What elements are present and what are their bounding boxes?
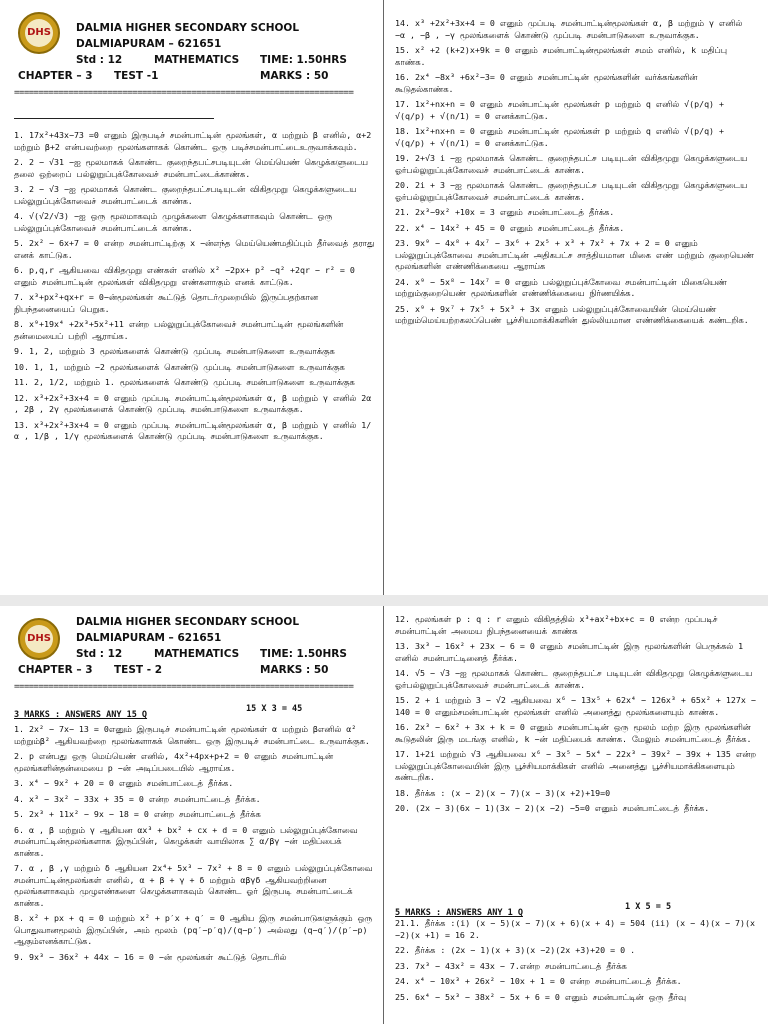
chapter-label: CHAPTER – 3 (18, 70, 93, 82)
std-label: Std : 12 (76, 54, 123, 66)
question-item: 25. 6x⁴ − 5x³ − 38x² − 5x + 6 = 0 எனும் சமன்பாட்டின் ஒரு தீர்வு (395, 991, 686, 1002)
marks-label: MARKS : 50 (260, 664, 329, 676)
question-item: 5. 2x³ + 11x² − 9x − 18 = 0 என்ற சமன்பாட்டைத் தீர்க்க (14, 809, 261, 819)
question-item: 17. 1+2i மற்றும் √3 ஆகியவை x⁶ − 3x⁵ − 5x⁴ − 22x³ − 39x² − 39x + 135 என்ற பல்லுறுப்புக்கோவையின் இரு பூச்சியமாக்கிகள் எனில் அனைத்து பூச்சியமாக்கிகளையும் கண்டறிக. (395, 749, 757, 782)
question-item: 24. x⁴ − 10x³ + 26x² − 10x + 1 = 0 என்ற சமன்பாட்டைத் தீர்க்க. (395, 976, 682, 986)
question-item: 22. x⁴ − 14x² + 45 = 0 எனும் சமன்பாட்டைத் தீர்க்க. (395, 222, 625, 233)
std-label: Std : 12 (76, 648, 123, 660)
question-item: 20. 2i + 3 −ஐ மூலமாகக் கொண்ட குறைந்தபட்ச படியுடன் விகிதமுறு கெழுக்களுடைய ஓர்பல்லுறுப்புக்கோவைச் சமன்பாட்டைக் காண்க. (395, 180, 748, 202)
time-label: TIME: 1.50HRS (260, 54, 347, 66)
school-place: DALMIAPURAM – 621651 (76, 632, 222, 644)
question-item: 4. x³ − 3x² − 33x + 35 = 0 என்ற சமன்பாட்டைத் தீர்க்க. (14, 793, 261, 804)
question-item: 1. 2x² − 7x− 13 = 0எனும் இருபடிச் சமன்பாட்டின் மூலங்கள் α மற்றும் βஎனில் α² மற்றும்β² ஆகியவற்றை மூலங்களாகக் கொண்ட ஒரு இருபடிச் சமன்பாட்டை உருவாக்குக. (14, 724, 370, 746)
question-item: 1. 17x²+43x−73 =0 எனும் இருபடிச் சமன்பாட்டின் மூலங்கள், α மற்றும் β எனில், α+2 மற்றும் β+2 என்பவற்றை மூலங்களாகக் கொண்ட ஒரு படிச்சமன்பாட்டைஉருவாக்கவும். (14, 130, 372, 152)
question-item: 6. p,q,r ஆகியவை விகிதமுறு எண்கள் எனில் x² −2px+ p² −q² +2qr − r² = 0 எனும் சமன்பாட்டின் மூலங்கள் விகிதமுறு எண்களாகும் எனக் காட்டுக. (14, 265, 355, 287)
question-item: 9. 9x³ − 36x² + 44x − 16 = 0 −ன் மூலங்கள் கூட்டுத் தொடரில் (14, 951, 287, 962)
test1-right-questions (395, 18, 757, 331)
test2-left-questions (14, 724, 376, 967)
question-item: 16. 2x³ − 6x² + 3x + k = 0 எனும் சமன்பாட்டின் ஒரு மூலம் மற்ற இரு மூலங்களின் கூடுதலின் இரு மடங்கு எனில், k −ன் மதிப்பைக் காண்க. மேலும் சமன்பாட்டைத் தீர்க்க. (395, 722, 752, 744)
question-item: 8. x⁹+19x⁴ +2x³+5x²+11 என்ற பல்லுறுப்புக்கோவைச் சமன்பாட்டின் மூலங்களின் தன்மையைப் பற்றி ஆராய்க. (14, 319, 344, 341)
question-item: 19. 2+√3 i −ஐ மூலமாகக் கொண்ட குறைந்தபட்ச படியுடன் விகிதமுறு கெழுக்களுடைய ஓர்பல்லுறுப்புக்கோவைச் சமன்பாட்டைக் காண்க. (395, 153, 748, 175)
question-item: 22. தீர்க்க : (2x − 1)(x + 3)(x −2)(2x +3)+20 = 0 . (395, 945, 636, 955)
test1-left-questions (14, 130, 376, 447)
section-heading-row (14, 704, 376, 722)
test2-right-questions-2 (395, 918, 757, 1007)
question-item: 25. x⁹ + 9x⁷ + 7x⁵ + 5x³ + 3x எனும் பல்லுறுப்புக்கோவையின் மெய்யெண் மற்றும்மெய்யற்றகலப்பெண் பூச்சியமாக்கிகளின் துல்லியமான எண்ணிக்கையைக் கண்டறிக. (395, 303, 749, 325)
question-item: 8. x² + px + q = 0 மற்றும் x² + p′x + q′ = 0 ஆகிய இரு சமன்பாடுகளுக்கும் ஒரு பொதுவானமூலம் இருப்பின், அம் மூலம் (pq′−p′q)/(q−p′) அல்லது (q−q′)/(p′−p) ஆகும்எனக்காட்டுக. (14, 913, 373, 946)
underline-rule (14, 118, 214, 119)
school-name: DALMIA HIGHER SECONDARY SCHOOL (76, 616, 300, 628)
column-divider (383, 606, 384, 1024)
question-item: 14. √5 − √3 −ஐ மூலமாகக் கொண்ட குறைந்தபட்ச படியுடன் விகிதமுறு கெழுக்களுடைய ஓர்பல்லுறுப்புக்கோவைச் சமன்பாட்டைக் காண்க. (395, 668, 753, 690)
question-item: 3. 2 − √3 −ஐ மூலமாகக் கொண்ட குறைந்தபட்சபடியுடன் விகிதமுறு கெழுக்களுடைய பல்லுறுப்புக்கோவைச் சமன்பாட்டைக் காண்க. (14, 184, 357, 206)
subject-label: MATHEMATICS (154, 648, 240, 660)
question-item: 13. x³+2x²+3x+4 = 0 எனும் முப்படி சமன்பாட்டின்மூலங்கள் α, β மற்றும் γ எனில் 1/α , 1/β , 1/γ மூலங்களைக் கொண்டு முப்படி சமன்பாடுகளை உருவாக்குக. (14, 419, 372, 441)
question-item: 14. x³ +2x²+3x+4 = 0 எனும் முப்படி சமன்பாட்டின்மூலங்கள் α, β மற்றும் γ எனில் −α , −β , −γ மூலங்களைக் கொண்டு முப்படி சமன்பாடுகளை உருவாக்குக. (395, 18, 743, 40)
question-item: 12. x³+2x²+3x+4 = 0 எனும் முப்படி சமன்பாட்டின்மூலங்கள் α, β மற்றும் γ எனில் 2α , 2β , 2γ மூலங்களைக் கொண்டு முப்படி சமன்பாடுகளை உருவாக்குக. (14, 392, 372, 414)
test-title: TEST -1 (114, 70, 159, 82)
question-item: 21. 2x³−9x² +10x = 3 எனும் சமன்பாட்டைத் தீர்க்க. (395, 207, 615, 217)
question-item: 16. 2x⁴ −8x³ +6x²−3= 0 எனும் சமன்பாட்டின் மூலங்களின் வர்க்கங்களின் கூடுதல்காண்க. (395, 72, 698, 94)
question-item: 20. (2x − 3)(6x − 1)(3x − 2)(x −2) −5=0 எனும் சமன்பாட்டைத் தீர்க்க. (395, 803, 710, 813)
question-item: 2. p என்பது ஒரு மெய்யெண் எனில், 4x²+4px+p+2 = 0 எனும் சமன்பாட்டின் மூலங்களின்தன்மையை p −ன் அடிப்படையில் ஆராய்க. (14, 751, 333, 773)
school-name: DALMIA HIGHER SECONDARY SCHOOL (76, 22, 300, 34)
question-item: 23. 9x⁹ − 4x⁸ + 4x⁷ − 3x⁶ + 2x⁵ + x³ + 7x² + 7x + 2 = 0 எனும் பல்லுறுப்புக்கோவை சமன்பாட்டின் அதிகபட்ச சாத்தியமான மிகை எண் மற்றும் குறையெண் மூலங்களின் எண்ணிக்கையை ஆராய்க (395, 238, 754, 271)
question-item: 18. தீர்க்க : (x − 2)(x − 7)(x − 3)(x +2)+19=0 (395, 787, 611, 798)
question-item: 18. 1x²+nx+n = 0 எனும் சமன்பாட்டின் மூலங்கள் p மற்றும் q எனில் √(p/q) + √(q/p) + √(n/1) = 0 எனக்காட்டுக. (395, 126, 725, 148)
question-item: 24. x⁹ − 5x⁸ − 14x⁷ = 0 எனும் பல்லுறுப்புக்கோவை சமன்பாட்டின் மிகையெண் மற்றும்குறையெண் மூலங்களின் எண்ணிக்கையை நிர்ணயிக்க. (395, 276, 727, 298)
question-item: 2. 2 − √31 −ஐ மூலமாகக் கொண்ட குறைந்தபட்சபடியுடன் மெய்யெண் கெழுக்களுடைய தலை ஒற்றைப் பல்லுறுப்புக்கோவைச் சமன்பாட்டைக்காண்க. (14, 157, 368, 179)
test2-left-column (14, 606, 376, 1024)
chapter-label: CHAPTER – 3 (18, 664, 93, 676)
test2-header (14, 606, 376, 670)
question-item: 5. 2x² − 6x+7 = 0 என்ற சமன்பாட்டிற்கு x −ன்எந்த மெய்யெண்மதிப்பும் தீர்வைத் தராது எனக் காட்டுக. (14, 238, 375, 260)
question-item: 6. α , β மற்றும் γ ஆகியன αx³ + bx² + cx + d = 0 எனும் பல்லுறுப்புக்கோவை சமன்பாட்டின்மூலங்களாக இருப்பின், கெழுக்கள் வாயிலாக ∑ α/βγ −ன் மதிப்பைக் காண்க. (14, 824, 358, 858)
question-item: 13. 3x³ − 16x² + 23x − 6 = 0 எனும் சமன்பாட்டின் இரு மூலங்களின் பெருக்கல் 1 எனில் சமன்பாட்டினைத் தீர்க்க. (395, 641, 744, 663)
test-title: TEST - 2 (114, 664, 163, 676)
school-logo-text: DHS (25, 19, 53, 47)
question-item: 15. 2 + i மற்றும் 3 − √2 ஆகியவை x⁶ − 13x⁵ + 62x⁴ − 126x³ + 65x² + 127x − 140 = 0 எனும்சமன்பாட்டின் மூலங்கள் எனில் அனைத்து மூலங்களையும் காண்க. (395, 695, 756, 717)
school-logo-text: DHS (25, 625, 53, 653)
question-item: 10. 1, 1, மற்றும் −2 மூலங்களைக் கொண்டு முப்படி சமன்பாடுகளை உருவாக்குக (14, 361, 345, 372)
separator-line: ===================================================================== (14, 88, 354, 98)
question-item: 4. √(√2/√3) −ஐ ஒரு மூலமாகவும் முழுக்களை கெழுக்களாகவும் கொண்ட ஒரு பல்லுறுப்புக்கோவைச் சமன்பாட்டைக் காண்க. (14, 211, 333, 233)
school-logo (18, 618, 60, 660)
section2-marks: 1 X 5 = 5 (625, 902, 672, 912)
question-item: 15. x² +2 (k+2)x+9k = 0 எனும் சமன்பாட்டின்மூலங்கள் சமம் எனில், k மதிப்பு காண்க. (395, 45, 727, 67)
test2-right-questions (395, 614, 757, 819)
subject-label: MATHEMATICS (154, 54, 240, 66)
school-place: DALMIAPURAM – 621651 (76, 38, 222, 50)
section-marks: 15 X 3 = 45 (246, 704, 303, 714)
question-item: 12. மூலங்கள் p : q : r எனும் விகிதத்தில் x³+ax²+bx+c = 0 என்ற முப்படிச் சமன்பாட்டின் அமைய நிபந்தனையைக் காண்க (395, 614, 718, 636)
school-logo (18, 12, 60, 54)
test1-left-column (14, 0, 376, 595)
test1-right-column (395, 0, 757, 595)
section-heading: 3 MARKS : ANSWERS ANY 15 Q (14, 710, 148, 720)
separator-line: ===================================================================== (14, 682, 354, 692)
question-item: 11. 2, 1/2, மற்றும் 1. மூலங்களைக் கொண்டு முப்படி சமன்பாடுகளை உருவாக்குக (14, 377, 355, 387)
section2-heading: 5 MARKS : ANSWERS ANY 1 Q (395, 908, 523, 918)
question-item: 7. x³+px²+qx+r = 0−ன்மூலங்கள் கூட்டுத் தொடர்முறையில் இருப்பதற்கான நிபந்தனையைப் பெறுக. (14, 292, 318, 314)
question-item: 7. α , β ,γ மற்றும் δ ஆகியன 2x⁴+ 5x³ − 7x² + 8 = 0 எனும் பல்லுறுப்புக்கோவை சமன்பாட்டின்மூலங்கள் எனில், α + β + γ + δ மற்றும் αβγδ ஆகியவற்றினை மூலங்களாகவும் முழுஎண்களை கெழுக்களாகவும் கொண்ட ஓர் இருபடி சமன்பாட்டைக் காண்க. (14, 863, 373, 908)
question-item: 21.1. தீர்க்க :(i) (x − 5)(x − 7)(x + 6)(x + 4) = 504 (ii) (x − 4)(x − 7)(x −2)(x +1) = 16 2. (395, 918, 756, 940)
question-item: 17. 1x²+nx+n = 0 எனும் சமன்பாட்டின் மூலங்கள் p மற்றும் q எனில் √(p/q) + √(q/p) + √(n/1) = 0 எனக்காட்டுக. (395, 99, 725, 121)
question-item: 9. 1, 2, மற்றும் 3 மூலங்களைக் கொண்டு முப்படி சமன்பாடுகளை உருவாக்குக (14, 346, 335, 356)
column-divider (383, 0, 384, 595)
test2-sheet (0, 606, 768, 1024)
question-item: 23. 7x³ − 43x² = 43x − 7.என்ற சமன்பாட்டைத் தீர்க்க (395, 960, 627, 971)
time-label: TIME: 1.50HRS (260, 648, 347, 660)
question-item: 3. x⁴ − 9x² + 20 = 0 எனும் சமன்பாட்டைத் தீர்க்க. (14, 778, 234, 788)
marks-label: MARKS : 50 (260, 70, 329, 82)
test2-right-column (395, 606, 757, 1024)
